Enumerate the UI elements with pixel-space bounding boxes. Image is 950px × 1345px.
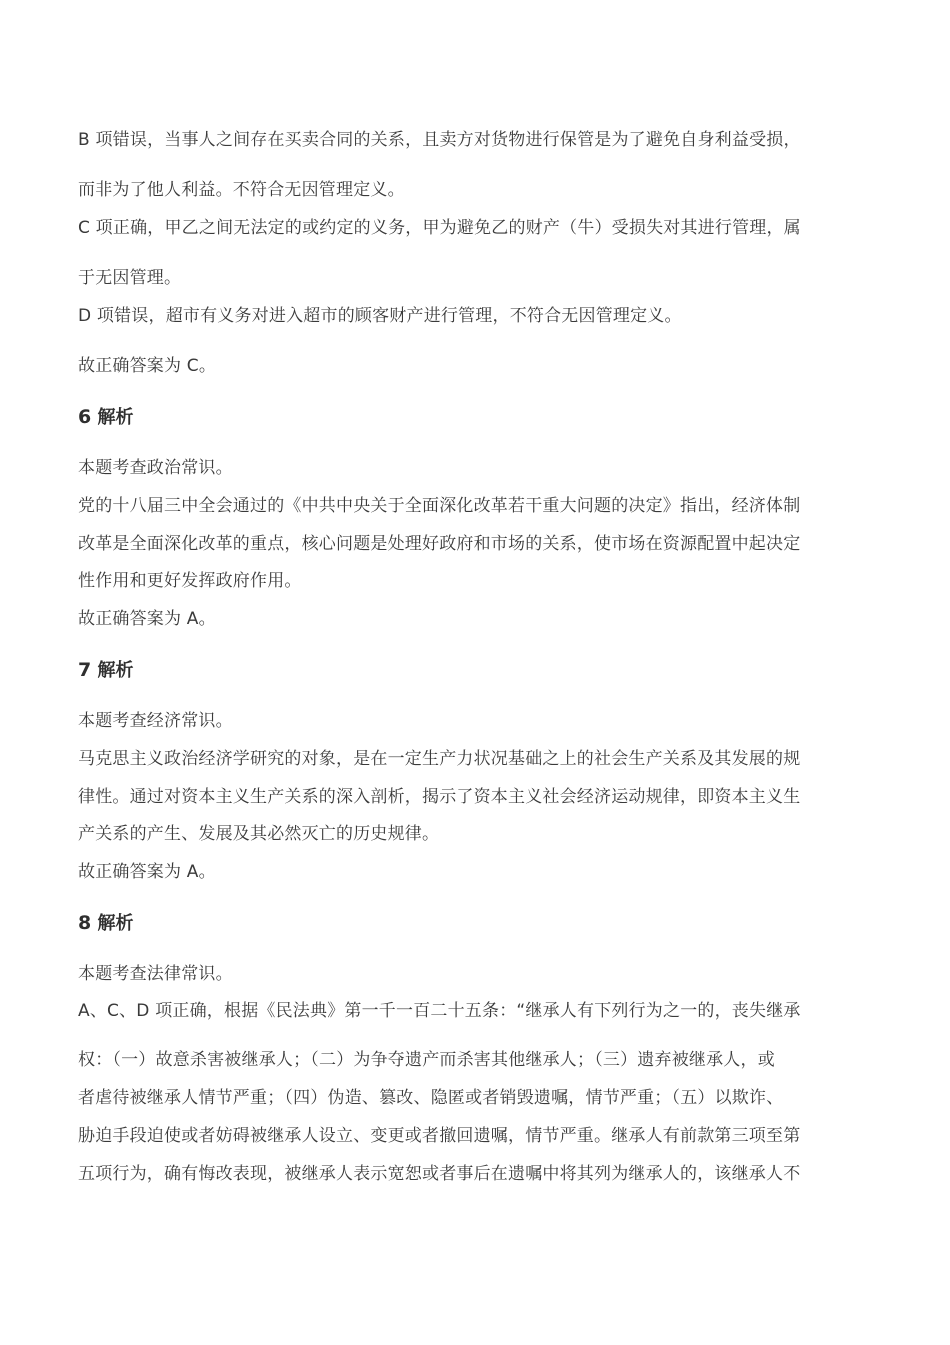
section-heading-6 (78, 405, 134, 430)
text-line: 故正确答案为 A。 (78, 862, 216, 882)
section-number: 6 (78, 406, 92, 428)
text-line: 者虐待被继承人情节严重；（四）伪造、篡改、隐匿或者销毁遗嘱，情节严重；（五）以欺诈、 (78, 1088, 784, 1108)
section-number: 8 (78, 912, 92, 934)
section-heading-8 (78, 911, 134, 936)
text-line: 故正确答案为 A。 (78, 609, 216, 629)
section-number: 7 (78, 659, 92, 681)
section-heading-7 (78, 658, 134, 683)
text-line: 权：（一）故意杀害被继承人；（二）为争夺遗产而杀害其他继承人；（三）遗弃被继承人，或 (78, 1050, 775, 1070)
text-line: 性作用和更好发挥政府作用。 (78, 571, 302, 591)
section-title: 解析 (97, 660, 134, 681)
text-line: 律性。通过对资本主义生产关系的深入剖析，揭示了资本主义社会经济运动规律，即资本主义生 (78, 787, 801, 807)
text-line: 本题考查政治常识。 (78, 458, 233, 478)
text-line: B 项错误，当事人之间存在买卖合同的关系，且卖方对货物进行保管是为了避免自身利益受损， (78, 130, 801, 150)
text-line: 故正确答案为 C。 (78, 356, 217, 376)
text-line: 胁迫手段迫使或者妨碍被继承人设立、变更或者撤回遗嘱，情节严重。继承人有前款第三项至第 (78, 1126, 801, 1146)
text-line: 而非为了他人利益。不符合无因管理定义。 (78, 180, 405, 200)
text-line: 产关系的产生、发展及其必然灭亡的历史规律。 (78, 824, 440, 844)
section-title: 解析 (97, 913, 134, 934)
text-line: 本题考查经济常识。 (78, 711, 233, 731)
text-line: A、C、D 项正确，根据《民法典》第一千一百二十五条：“继承人有下列行为之一的，丧失继承 (78, 1001, 801, 1021)
text-line: 本题考查法律常识。 (78, 964, 233, 984)
text-line: 党的十八届三中全会通过的《中共中央关于全面深化改革若干重大问题的决定》指出，经济体制 (78, 496, 801, 516)
section-title: 解析 (97, 407, 134, 428)
text-line: 五项行为，确有悔改表现，被继承人表示宽恕或者事后在遗嘱中将其列为继承人的，该继承人不 (78, 1164, 801, 1184)
text-line: C 项正确，甲乙之间无法定的或约定的义务，甲为避免乙的财产（牛）受损失对其进行管理，属 (78, 218, 801, 238)
text-line: 于无因管理。 (78, 268, 182, 288)
text-line: 马克思主义政治经济学研究的对象，是在一定生产力状况基础之上的社会生产关系及其发展的规 (78, 749, 801, 769)
text-line: D 项错误，超市有义务对进入超市的顾客财产进行管理，不符合无因管理定义。 (78, 306, 682, 326)
text-line: 改革是全面深化改革的重点，核心问题是处理好政府和市场的关系，使市场在资源配置中起决定 (78, 534, 801, 554)
